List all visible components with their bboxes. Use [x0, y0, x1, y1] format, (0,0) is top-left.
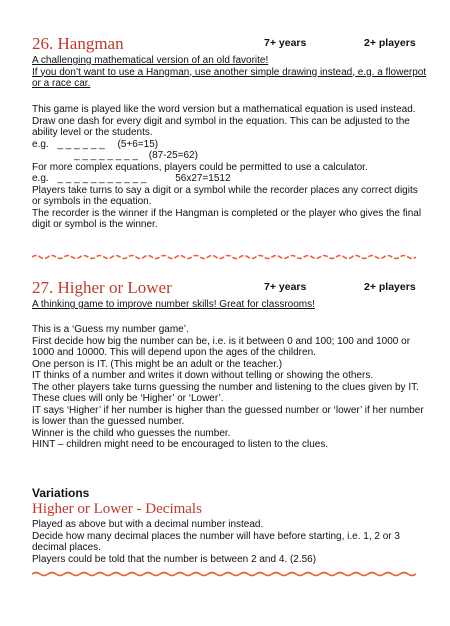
hangman-intro-line: If you don’t want to use a Hangman, use another simple drawing instead, e.g. a flowerpot or a race car.: [32, 66, 427, 89]
hangman-example-2: [32, 150, 427, 162]
hangman-paragraph: Players take turns to say a digit or a symbol while the recorder places any correct digits or symbols in the equation.: [32, 184, 418, 207]
example-equation: 56x27=1512: [175, 173, 231, 184]
hangman-age: 7+ years: [264, 37, 307, 49]
hangman-title: 26. Hangman: [32, 34, 124, 53]
higher-lower-paragraph: This is a ‘Guess my number game’.: [32, 324, 189, 335]
higher-lower-players: 2+ players: [364, 281, 416, 293]
higher-lower-title: 27. Higher or Lower: [32, 278, 172, 297]
higher-lower-intro: [32, 299, 427, 311]
example-dashes: _ _ _ _ _ _ _ _ _ _ _: [57, 173, 147, 184]
decimals-title: Higher or Lower - Decimals: [32, 501, 202, 517]
higher-lower-intro-line: A thinking game to improve number skills! Great for classrooms!: [32, 299, 315, 310]
example-prefix: e.g.: [32, 173, 49, 184]
higher-lower-paragraph: IT says ‘Higher’ if her number is higher than the guessed number or ‘lower’ if her number is lower than the guessed number.: [32, 404, 424, 427]
higher-lower-paragraph: First decide how big the number can be, i.e. is it between 0 and 100; 100 and 1000 or 1000 and 10000. This will depend upon the ages of the children.: [32, 335, 411, 358]
higher-lower-paragraph: The other players take turns guessing the number and listening to the clues given by IT.: [32, 381, 419, 393]
higher-lower-body: [32, 324, 427, 451]
hangman-intro-line: A challenging mathematical version of an old favorite!: [32, 55, 269, 66]
higher-lower-paragraph: HINT – children might need to be encouraged to listen to the clues.: [32, 439, 329, 450]
hangman-intro: [32, 55, 427, 90]
section-divider: [32, 571, 418, 577]
hangman-body: [32, 104, 427, 231]
higher-lower-age: 7+ years: [264, 281, 307, 293]
example-prefix: e.g.: [32, 138, 49, 150]
example-equation: (87-25=62): [148, 150, 198, 161]
hangman-paragraph: This game is played like the word version but a mathematical equation is used instead.: [32, 104, 416, 115]
higher-lower-paragraph: One person is IT. (This might be an adult or the teacher.): [32, 358, 283, 370]
example-equation: (5+6=15): [117, 138, 159, 150]
variations-heading: Variations: [32, 486, 90, 500]
hangman-paragraph: Draw one dash for every digit and symbol in the equation. This can be adjusted to the ability level or the students.: [32, 115, 410, 138]
hangman-paragraph: For more complex equations, players could be permitted to use a calculator.: [32, 161, 368, 173]
decimals-paragraph: Decide how many decimal places the number will have before starting, i.e. 1, 2 or 3 decimal places.: [32, 530, 400, 553]
hangman-paragraph: The recorder is the winner if the Hangman is completed or the player who gives the final digit or symbol is the winner.: [32, 207, 422, 230]
example-dashes: _ _ _ _ _ _: [57, 138, 105, 150]
example-dashes: _ _ _ _ _ _ _ _: [74, 150, 138, 161]
decimals-body: [32, 519, 427, 565]
decimals-paragraph: Players could be told that the number is between 2 and 4. (2.56): [32, 553, 317, 565]
hangman-example-1: [32, 139, 427, 151]
hangman-players: 2+ players: [364, 37, 416, 49]
higher-lower-paragraph: Winner is the child who guesses the number.: [32, 427, 231, 439]
hangman-example-3: [32, 173, 427, 185]
hangman-heading-row: [32, 34, 424, 54]
decimals-paragraph: Played as above but with a decimal number instead.: [32, 519, 264, 530]
higher-lower-paragraph: These clues will only be ‘Higher’ or ‘Lower’.: [32, 393, 224, 404]
section-divider: [32, 254, 418, 260]
higher-lower-paragraph: IT thinks of a number and writes it down without telling or showing the others.: [32, 370, 374, 381]
wavy-divider-icon: [32, 571, 418, 577]
wavy-divider-icon: [32, 254, 418, 260]
higher-lower-heading-row: [32, 278, 424, 298]
